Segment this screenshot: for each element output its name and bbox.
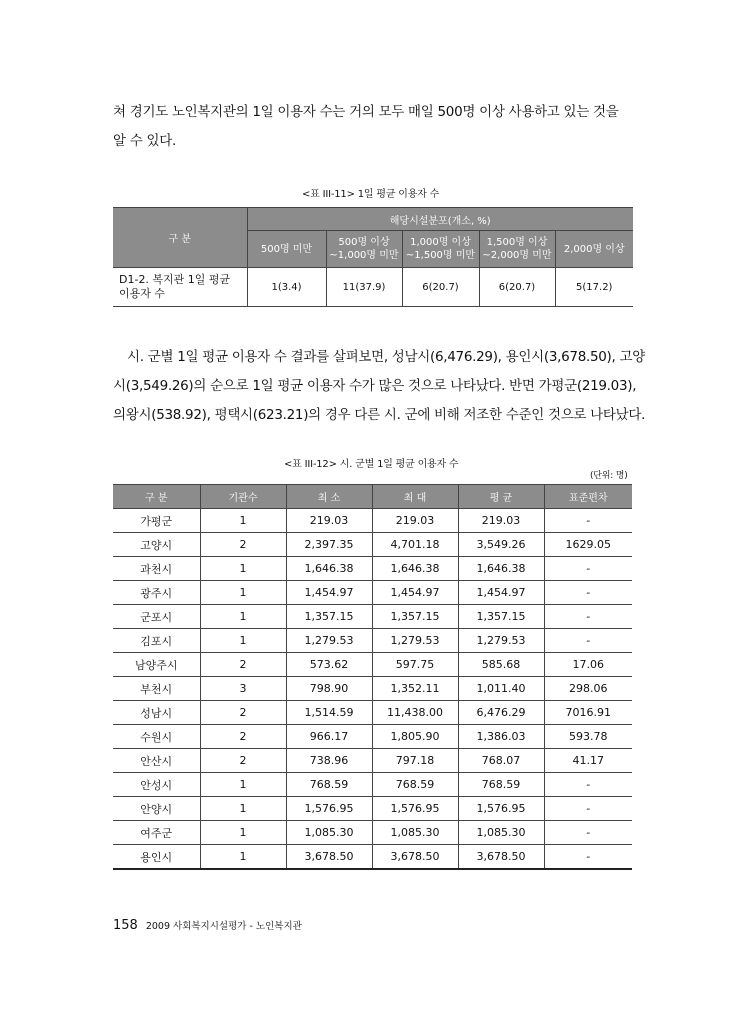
value-cell: 768.07 <box>458 749 544 773</box>
value-cell: 1,386.03 <box>458 725 544 749</box>
table1-header-top: 해당시설분포(개소, %) <box>247 208 633 231</box>
table2-header-min: 최 소 <box>286 485 372 509</box>
table-row <box>113 701 632 725</box>
value-cell: 3,678.50 <box>286 845 372 870</box>
footer-title: 2009 사회복지시설평가 - 노인복지관 <box>145 921 302 932</box>
table2-header-count: 기관수 <box>200 485 286 509</box>
table1-cell: 1(3.4) <box>247 268 326 307</box>
value-cell: 597.75 <box>372 653 458 677</box>
value-cell: 1,279.53 <box>286 629 372 653</box>
value-cell: - <box>544 629 632 653</box>
region-cell: 과천시 <box>113 557 200 581</box>
table1-col-5: 2,000명 이상 <box>555 231 633 268</box>
value-cell: - <box>544 581 632 605</box>
paragraph2-line-3: 의왕시(538.92), 평택시(623.21)의 경우 다른 시. 군에 비해 저조한 수준인 것으로 나타났다. <box>113 407 646 423</box>
table-row <box>113 605 632 629</box>
table2-header-row <box>113 485 632 509</box>
value-cell: 1 <box>200 845 286 870</box>
table-row <box>113 557 632 581</box>
region-cell: 고양시 <box>113 533 200 557</box>
value-cell: 1,576.95 <box>286 797 372 821</box>
page-number: 158 <box>113 918 138 933</box>
table-row <box>113 821 632 845</box>
value-cell: 1 <box>200 629 286 653</box>
page-footer <box>113 918 302 933</box>
value-cell: 797.18 <box>372 749 458 773</box>
region-cell: 안산시 <box>113 749 200 773</box>
value-cell: - <box>544 821 632 845</box>
table-row <box>113 845 632 870</box>
table2-caption: <표 III-12> 시. 군별 1일 평균 이용자 수 <box>284 459 459 470</box>
value-cell: 1,454.97 <box>372 581 458 605</box>
table1-row-label: D1-2. 복지관 1일 평균 이용자 수 <box>113 268 247 307</box>
value-cell: - <box>544 557 632 581</box>
value-cell: 1 <box>200 821 286 845</box>
value-cell: 585.68 <box>458 653 544 677</box>
table-row <box>113 677 632 701</box>
value-cell: 1,357.15 <box>372 605 458 629</box>
value-cell: 1,279.53 <box>458 629 544 653</box>
value-cell: 1 <box>200 605 286 629</box>
region-cell: 가평군 <box>113 509 200 533</box>
table2 <box>113 484 632 870</box>
value-cell: 1 <box>200 581 286 605</box>
table-row <box>113 773 632 797</box>
table-row <box>113 653 632 677</box>
value-cell: 2 <box>200 653 286 677</box>
value-cell: 1,646.38 <box>372 557 458 581</box>
region-cell: 여주군 <box>113 821 200 845</box>
table2-header-mean: 평 균 <box>458 485 544 509</box>
value-cell: 1,646.38 <box>458 557 544 581</box>
value-cell: 3,549.26 <box>458 533 544 557</box>
value-cell: 298.06 <box>544 677 632 701</box>
value-cell: 3 <box>200 677 286 701</box>
value-cell: 219.03 <box>286 509 372 533</box>
value-cell: 593.78 <box>544 725 632 749</box>
value-cell: 966.17 <box>286 725 372 749</box>
value-cell: - <box>544 773 632 797</box>
region-cell: 안성시 <box>113 773 200 797</box>
intro-line-2: 알 수 있다. <box>113 133 176 149</box>
value-cell: 2 <box>200 701 286 725</box>
table-row <box>113 797 632 821</box>
value-cell: 1,646.38 <box>286 557 372 581</box>
value-cell: 1,576.95 <box>458 797 544 821</box>
table2-header-max: 최 대 <box>372 485 458 509</box>
value-cell: 798.90 <box>286 677 372 701</box>
value-cell: 17.06 <box>544 653 632 677</box>
region-cell: 김포시 <box>113 629 200 653</box>
value-cell: 1,514.59 <box>286 701 372 725</box>
paragraph2-line-2: 시(3,549.26)의 순으로 1일 평균 이용자 수가 많은 것으로 나타났다. 반면 가평군(219.03), <box>113 378 637 394</box>
value-cell: 1 <box>200 773 286 797</box>
value-cell: 768.59 <box>372 773 458 797</box>
region-cell: 부천시 <box>113 677 200 701</box>
region-cell: 수원시 <box>113 725 200 749</box>
value-cell: - <box>544 605 632 629</box>
value-cell: 1,011.40 <box>458 677 544 701</box>
paragraph2-line-1: 시. 군별 1일 평균 이용자 수 결과를 살펴보면, 성남시(6,476.29), 용인시(3,678.50), 고양 <box>127 349 645 365</box>
value-cell: 3,678.50 <box>458 845 544 870</box>
value-cell: 3,678.50 <box>372 845 458 870</box>
table2-unit: (단위: 명) <box>590 471 628 481</box>
value-cell: 1,454.97 <box>286 581 372 605</box>
value-cell: 219.03 <box>372 509 458 533</box>
value-cell: 2,397.35 <box>286 533 372 557</box>
table1-col-3: 1,000명 이상 ~1,500명 미만 <box>402 231 479 268</box>
value-cell: 1 <box>200 509 286 533</box>
value-cell: 1,085.30 <box>372 821 458 845</box>
table-row <box>113 581 632 605</box>
table1-cell: 6(20.7) <box>479 268 555 307</box>
table-row <box>113 749 632 773</box>
value-cell: 1,454.97 <box>458 581 544 605</box>
value-cell: 1629.05 <box>544 533 632 557</box>
table1-col-2: 500명 이상 ~1,000명 미만 <box>326 231 402 268</box>
value-cell: 768.59 <box>286 773 372 797</box>
value-cell: 1,085.30 <box>458 821 544 845</box>
value-cell: 1 <box>200 797 286 821</box>
table1 <box>113 207 633 307</box>
table1-cell: 5(17.2) <box>555 268 633 307</box>
value-cell: 2 <box>200 533 286 557</box>
region-cell: 남양주시 <box>113 653 200 677</box>
region-cell: 안양시 <box>113 797 200 821</box>
value-cell: 768.59 <box>458 773 544 797</box>
value-cell: 1,357.15 <box>458 605 544 629</box>
table2-header-stdev: 표준편차 <box>544 485 632 509</box>
region-cell: 광주시 <box>113 581 200 605</box>
value-cell: 738.96 <box>286 749 372 773</box>
value-cell: - <box>544 797 632 821</box>
table-row <box>113 509 632 533</box>
table1-cell: 11(37.9) <box>326 268 402 307</box>
region-cell: 용인시 <box>113 845 200 870</box>
table2-header-region: 구 분 <box>113 485 200 509</box>
value-cell: 1,085.30 <box>286 821 372 845</box>
value-cell: 11,438.00 <box>372 701 458 725</box>
value-cell: 1,576.95 <box>372 797 458 821</box>
value-cell: 1 <box>200 557 286 581</box>
table1-col-1: 500명 미만 <box>247 231 326 268</box>
table1-col-4: 1,500명 이상 ~2,000명 미만 <box>479 231 555 268</box>
value-cell: - <box>544 845 632 870</box>
value-cell: 1,352.11 <box>372 677 458 701</box>
value-cell: 2 <box>200 725 286 749</box>
value-cell: 219.03 <box>458 509 544 533</box>
table1-caption: <표 III-11> 1일 평균 이용자 수 <box>302 189 440 200</box>
table-row <box>113 725 632 749</box>
value-cell: 573.62 <box>286 653 372 677</box>
table1-header-group: 구 분 <box>113 208 247 268</box>
value-cell: 7016.91 <box>544 701 632 725</box>
value-cell: 4,701.18 <box>372 533 458 557</box>
value-cell: 1,357.15 <box>286 605 372 629</box>
region-cell: 성남시 <box>113 701 200 725</box>
intro-line-1: 쳐 경기도 노인복지관의 1일 이용자 수는 거의 모두 매일 500명 이상 사용하고 있는 것을 <box>113 104 619 120</box>
value-cell: 2 <box>200 749 286 773</box>
region-cell: 군포시 <box>113 605 200 629</box>
table-row <box>113 629 632 653</box>
table-row <box>113 533 632 557</box>
table1-cell: 6(20.7) <box>402 268 479 307</box>
value-cell: - <box>544 509 632 533</box>
value-cell: 6,476.29 <box>458 701 544 725</box>
value-cell: 1,805.90 <box>372 725 458 749</box>
value-cell: 1,279.53 <box>372 629 458 653</box>
value-cell: 41.17 <box>544 749 632 773</box>
